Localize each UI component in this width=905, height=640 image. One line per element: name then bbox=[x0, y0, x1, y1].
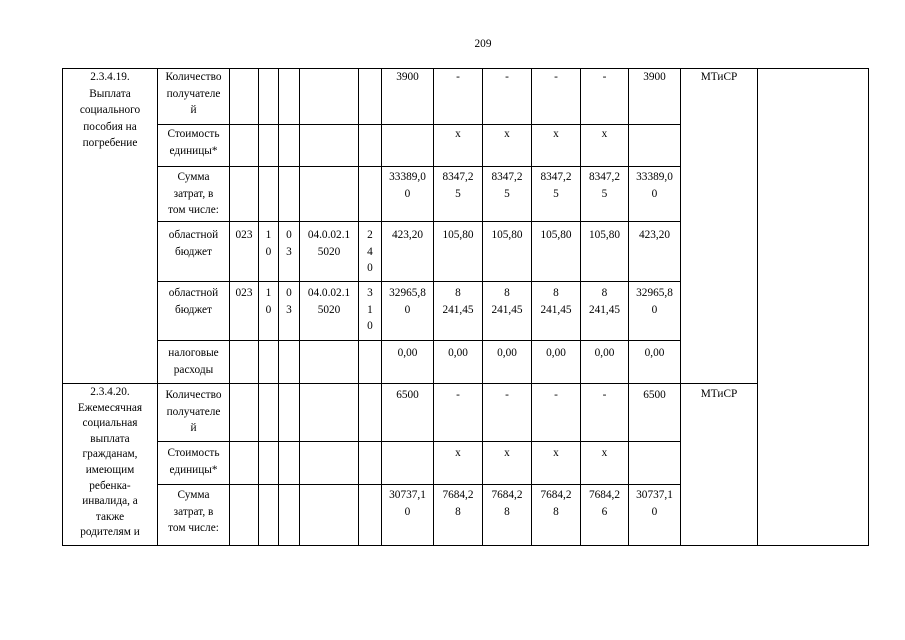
amount-cell: 8347,2 5 bbox=[483, 167, 532, 222]
amount-cell: 0,00 bbox=[629, 341, 681, 384]
amount-cell: 7684,2 8 bbox=[483, 485, 532, 546]
expense-type-code-cell bbox=[359, 167, 382, 222]
indicator-cell: Количество получателе й bbox=[158, 384, 230, 442]
amount-cell: - bbox=[483, 384, 532, 442]
amount-cell bbox=[629, 442, 681, 485]
subsection-code-cell: 0 3 bbox=[279, 282, 300, 341]
amount-cell: 6500 bbox=[629, 384, 681, 442]
measure-name-cell: 2.3.4.20. Ежемесячная социальная выплата гражданам, имеющим ребенка- инвалида, а также родителям и bbox=[63, 384, 158, 546]
measure-name-cell: 2.3.4.19. Выплата социального пособия на погребение bbox=[63, 69, 158, 384]
grbs-code-cell: 023 bbox=[230, 222, 259, 282]
indicator-cell: налоговые расходы bbox=[158, 341, 230, 384]
target-article-code-cell bbox=[300, 69, 359, 125]
subsection-code-cell bbox=[279, 125, 300, 167]
amount-cell: х bbox=[581, 442, 629, 485]
amount-cell: 0,00 bbox=[532, 341, 581, 384]
amount-cell: - bbox=[483, 69, 532, 125]
amount-cell: 105,80 bbox=[581, 222, 629, 282]
target-article-code-cell bbox=[300, 125, 359, 167]
target-article-code-cell: 04.0.02.1 5020 bbox=[300, 282, 359, 341]
subsection-code-cell: 0 3 bbox=[279, 222, 300, 282]
amount-cell: х bbox=[434, 442, 483, 485]
amount-cell: 32965,8 0 bbox=[629, 282, 681, 341]
expense-type-code-cell: 3 1 0 bbox=[359, 282, 382, 341]
grbs-code-cell bbox=[230, 167, 259, 222]
amount-cell: х bbox=[532, 442, 581, 485]
amount-cell: 105,80 bbox=[532, 222, 581, 282]
grbs-code-cell bbox=[230, 442, 259, 485]
amount-cell: 8 241,45 bbox=[532, 282, 581, 341]
grbs-code-cell bbox=[230, 125, 259, 167]
subsection-code-cell bbox=[279, 442, 300, 485]
amount-cell: 8 241,45 bbox=[581, 282, 629, 341]
amount-cell: 3900 bbox=[382, 69, 434, 125]
indicator-cell: областной бюджет bbox=[158, 222, 230, 282]
amount-cell: х bbox=[532, 125, 581, 167]
expense-type-code-cell bbox=[359, 341, 382, 384]
grbs-code-cell bbox=[230, 69, 259, 125]
amount-cell: 7684,2 6 bbox=[581, 485, 629, 546]
amount-cell: 0,00 bbox=[581, 341, 629, 384]
section-code-cell bbox=[259, 341, 279, 384]
section-code-cell bbox=[259, 384, 279, 442]
section-code-cell: 1 0 bbox=[259, 222, 279, 282]
amount-cell: 7684,2 8 bbox=[532, 485, 581, 546]
target-article-code-cell bbox=[300, 485, 359, 546]
amount-cell: 8 241,45 bbox=[483, 282, 532, 341]
expense-type-code-cell bbox=[359, 442, 382, 485]
amount-cell: 105,80 bbox=[483, 222, 532, 282]
indicator-cell: Стоимость единицы* bbox=[158, 125, 230, 167]
section-code-cell: 1 0 bbox=[259, 282, 279, 341]
indicator-cell: Стоимость единицы* bbox=[158, 442, 230, 485]
amount-cell: 7684,2 8 bbox=[434, 485, 483, 546]
grbs-code-cell: 023 bbox=[230, 282, 259, 341]
amount-cell: 33389,0 0 bbox=[382, 167, 434, 222]
amount-cell: х bbox=[581, 125, 629, 167]
amount-cell: - bbox=[532, 384, 581, 442]
section-code-cell bbox=[259, 167, 279, 222]
amount-cell: - bbox=[532, 69, 581, 125]
target-article-code-cell bbox=[300, 442, 359, 485]
amount-cell: 0,00 bbox=[483, 341, 532, 384]
amount-cell bbox=[382, 125, 434, 167]
table-row bbox=[63, 384, 869, 442]
amount-cell: 105,80 bbox=[434, 222, 483, 282]
grbs-code-cell bbox=[230, 341, 259, 384]
amount-cell: 33389,0 0 bbox=[629, 167, 681, 222]
amount-cell: 0,00 bbox=[382, 341, 434, 384]
grbs-code-cell bbox=[230, 485, 259, 546]
amount-cell: - bbox=[434, 384, 483, 442]
section-code-cell bbox=[259, 442, 279, 485]
section-code-cell bbox=[259, 485, 279, 546]
amount-cell: - bbox=[434, 69, 483, 125]
amount-cell: х bbox=[483, 442, 532, 485]
expense-type-code-cell bbox=[359, 125, 382, 167]
amount-cell: - bbox=[581, 384, 629, 442]
amount-cell: 8 241,45 bbox=[434, 282, 483, 341]
subsection-code-cell bbox=[279, 384, 300, 442]
amount-cell: х bbox=[434, 125, 483, 167]
indicator-cell: Сумма затрат, в том числе: bbox=[158, 485, 230, 546]
expense-type-code-cell: 2 4 0 bbox=[359, 222, 382, 282]
section-code-cell bbox=[259, 69, 279, 125]
page-number: 209 bbox=[474, 38, 492, 50]
target-article-code-cell bbox=[300, 167, 359, 222]
amount-cell: х bbox=[483, 125, 532, 167]
amount-cell: 8347,2 5 bbox=[581, 167, 629, 222]
amount-cell: 423,20 bbox=[382, 222, 434, 282]
executor-cell: МТиСР bbox=[681, 69, 758, 384]
amount-cell bbox=[629, 125, 681, 167]
indicator-cell: областной бюджет bbox=[158, 282, 230, 341]
amount-cell: 8347,2 5 bbox=[532, 167, 581, 222]
expense-type-code-cell bbox=[359, 69, 382, 125]
amount-cell: 32965,8 0 bbox=[382, 282, 434, 341]
grbs-code-cell bbox=[230, 384, 259, 442]
indicator-cell: Сумма затрат, в том числе: bbox=[158, 167, 230, 222]
notes-cell bbox=[758, 69, 869, 546]
executor-cell: МТиСР bbox=[681, 384, 758, 546]
amount-cell: 3900 bbox=[629, 69, 681, 125]
target-article-code-cell bbox=[300, 341, 359, 384]
expense-type-code-cell bbox=[359, 485, 382, 546]
amount-cell: - bbox=[581, 69, 629, 125]
amount-cell: 6500 bbox=[382, 384, 434, 442]
subsection-code-cell bbox=[279, 167, 300, 222]
target-article-code-cell: 04.0.02.1 5020 bbox=[300, 222, 359, 282]
indicator-cell: Количество получателе й bbox=[158, 69, 230, 125]
amount-cell: 30737,1 0 bbox=[382, 485, 434, 546]
section-code-cell bbox=[259, 125, 279, 167]
table-row bbox=[63, 69, 869, 125]
amount-cell: 30737,1 0 bbox=[629, 485, 681, 546]
subsection-code-cell bbox=[279, 485, 300, 546]
amount-cell: 8347,2 5 bbox=[434, 167, 483, 222]
target-article-code-cell bbox=[300, 384, 359, 442]
subsection-code-cell bbox=[279, 341, 300, 384]
subsection-code-cell bbox=[279, 69, 300, 125]
amount-cell bbox=[382, 442, 434, 485]
amount-cell: 423,20 bbox=[629, 222, 681, 282]
budget-table bbox=[62, 68, 869, 546]
expense-type-code-cell bbox=[359, 384, 382, 442]
amount-cell: 0,00 bbox=[434, 341, 483, 384]
